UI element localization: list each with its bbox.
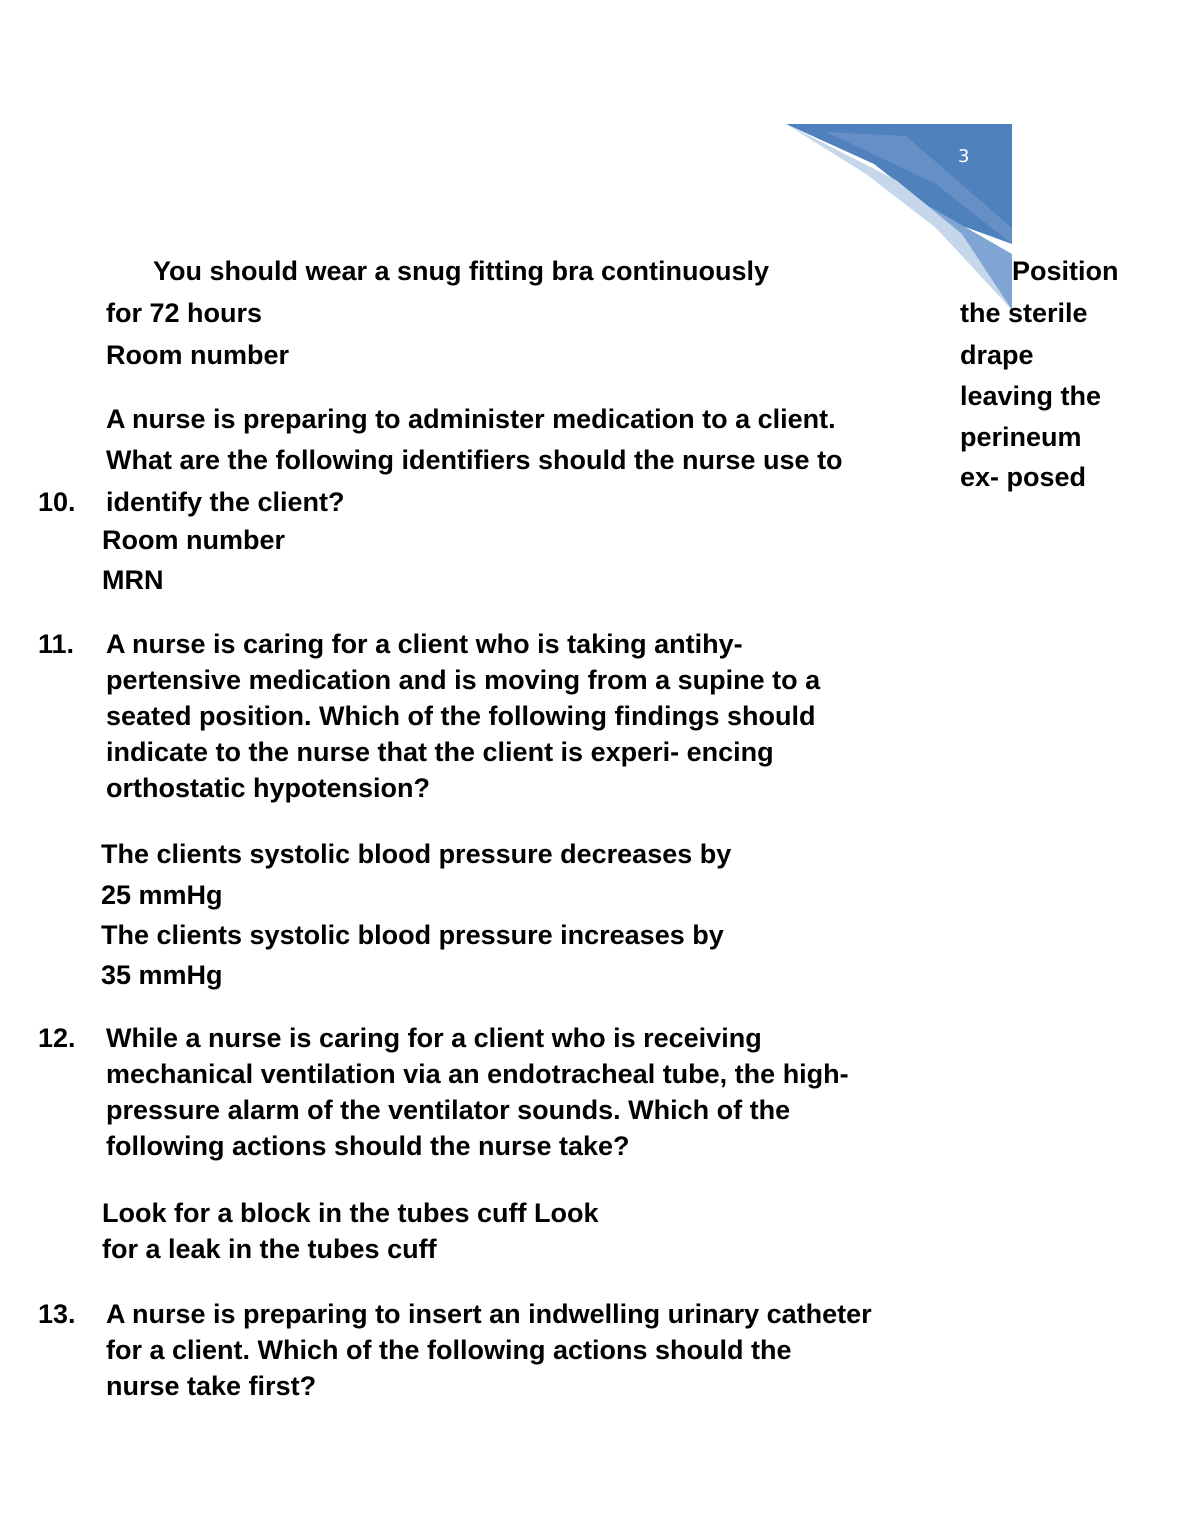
- page-number: 3: [958, 146, 970, 167]
- sidebar-line-1: Position: [1012, 256, 1119, 286]
- question-10-number: 10.: [38, 487, 76, 517]
- question-11-stem-line-5: orthostatic hypotension?: [106, 773, 430, 803]
- question-11-stem-line-4: indicate to the nurse that the client is experi- encing: [106, 737, 774, 767]
- sidebar-line-4: leaving the: [960, 381, 1102, 411]
- sidebar-line-5: perineum: [960, 422, 1082, 452]
- question-12-stem-line-3: pressure alarm of the ventilator sounds. Which of the: [106, 1095, 791, 1125]
- question-10-stem-line-3: identify the client?: [106, 487, 345, 517]
- question-11-answer-1: The clients systolic blood pressure decreases by: [101, 839, 732, 869]
- question-11-answer-3: The clients systolic blood pressure increases by: [101, 920, 724, 950]
- question-11-stem-line-3: seated position. Which of the following findings should: [106, 701, 816, 731]
- question-11-answer-2: 25 mmHg: [101, 880, 223, 910]
- question-10-answer-2: MRN: [102, 565, 164, 595]
- question-12-answer-2: for a leak in the tubes cuff: [102, 1234, 437, 1264]
- question-11-answer-4: 35 mmHg: [101, 960, 223, 990]
- prev-answer-line-1: You should wear a snug fitting bra continuously: [153, 256, 770, 286]
- question-10-answer-1: Room number: [102, 525, 286, 555]
- question-13-stem-line-2: for a client. Which of the following actions should the: [106, 1335, 792, 1365]
- question-11-stem-line-1: A nurse is caring for a client who is taking antihy-: [106, 629, 743, 659]
- question-10-stem-line-1: A nurse is preparing to administer medication to a client.: [106, 404, 836, 434]
- question-12-stem-line-4: following actions should the nurse take?: [106, 1131, 630, 1161]
- question-13-stem-line-1: A nurse is preparing to insert an indwelling urinary catheter: [106, 1299, 872, 1329]
- sidebar-line-3: drape: [960, 340, 1034, 370]
- question-12-answer-1: Look for a block in the tubes cuff Look: [102, 1198, 599, 1228]
- question-11-number: 11.: [38, 629, 75, 659]
- question-11-stem-line-2: pertensive medication and is moving from a supine to a: [106, 665, 821, 695]
- question-13-stem-line-3: nurse take first?: [106, 1371, 317, 1401]
- sidebar-line-6: ex- posed: [960, 462, 1087, 492]
- question-12-stem-line-1: While a nurse is caring for a client who is receiving: [106, 1023, 762, 1053]
- prev-answer-line-3: Room number: [106, 340, 290, 370]
- sidebar-line-2: the sterile: [960, 298, 1088, 328]
- prev-answer-line-2: for 72 hours: [106, 298, 263, 328]
- question-13-number: 13.: [38, 1299, 76, 1329]
- page-corner-decoration: [786, 124, 1012, 310]
- question-12-number: 12.: [38, 1023, 76, 1053]
- question-10-stem-line-2: What are the following identifiers should the nurse use to: [106, 445, 843, 475]
- question-12-stem-line-2: mechanical ventilation via an endotracheal tube, the high-: [106, 1059, 849, 1089]
